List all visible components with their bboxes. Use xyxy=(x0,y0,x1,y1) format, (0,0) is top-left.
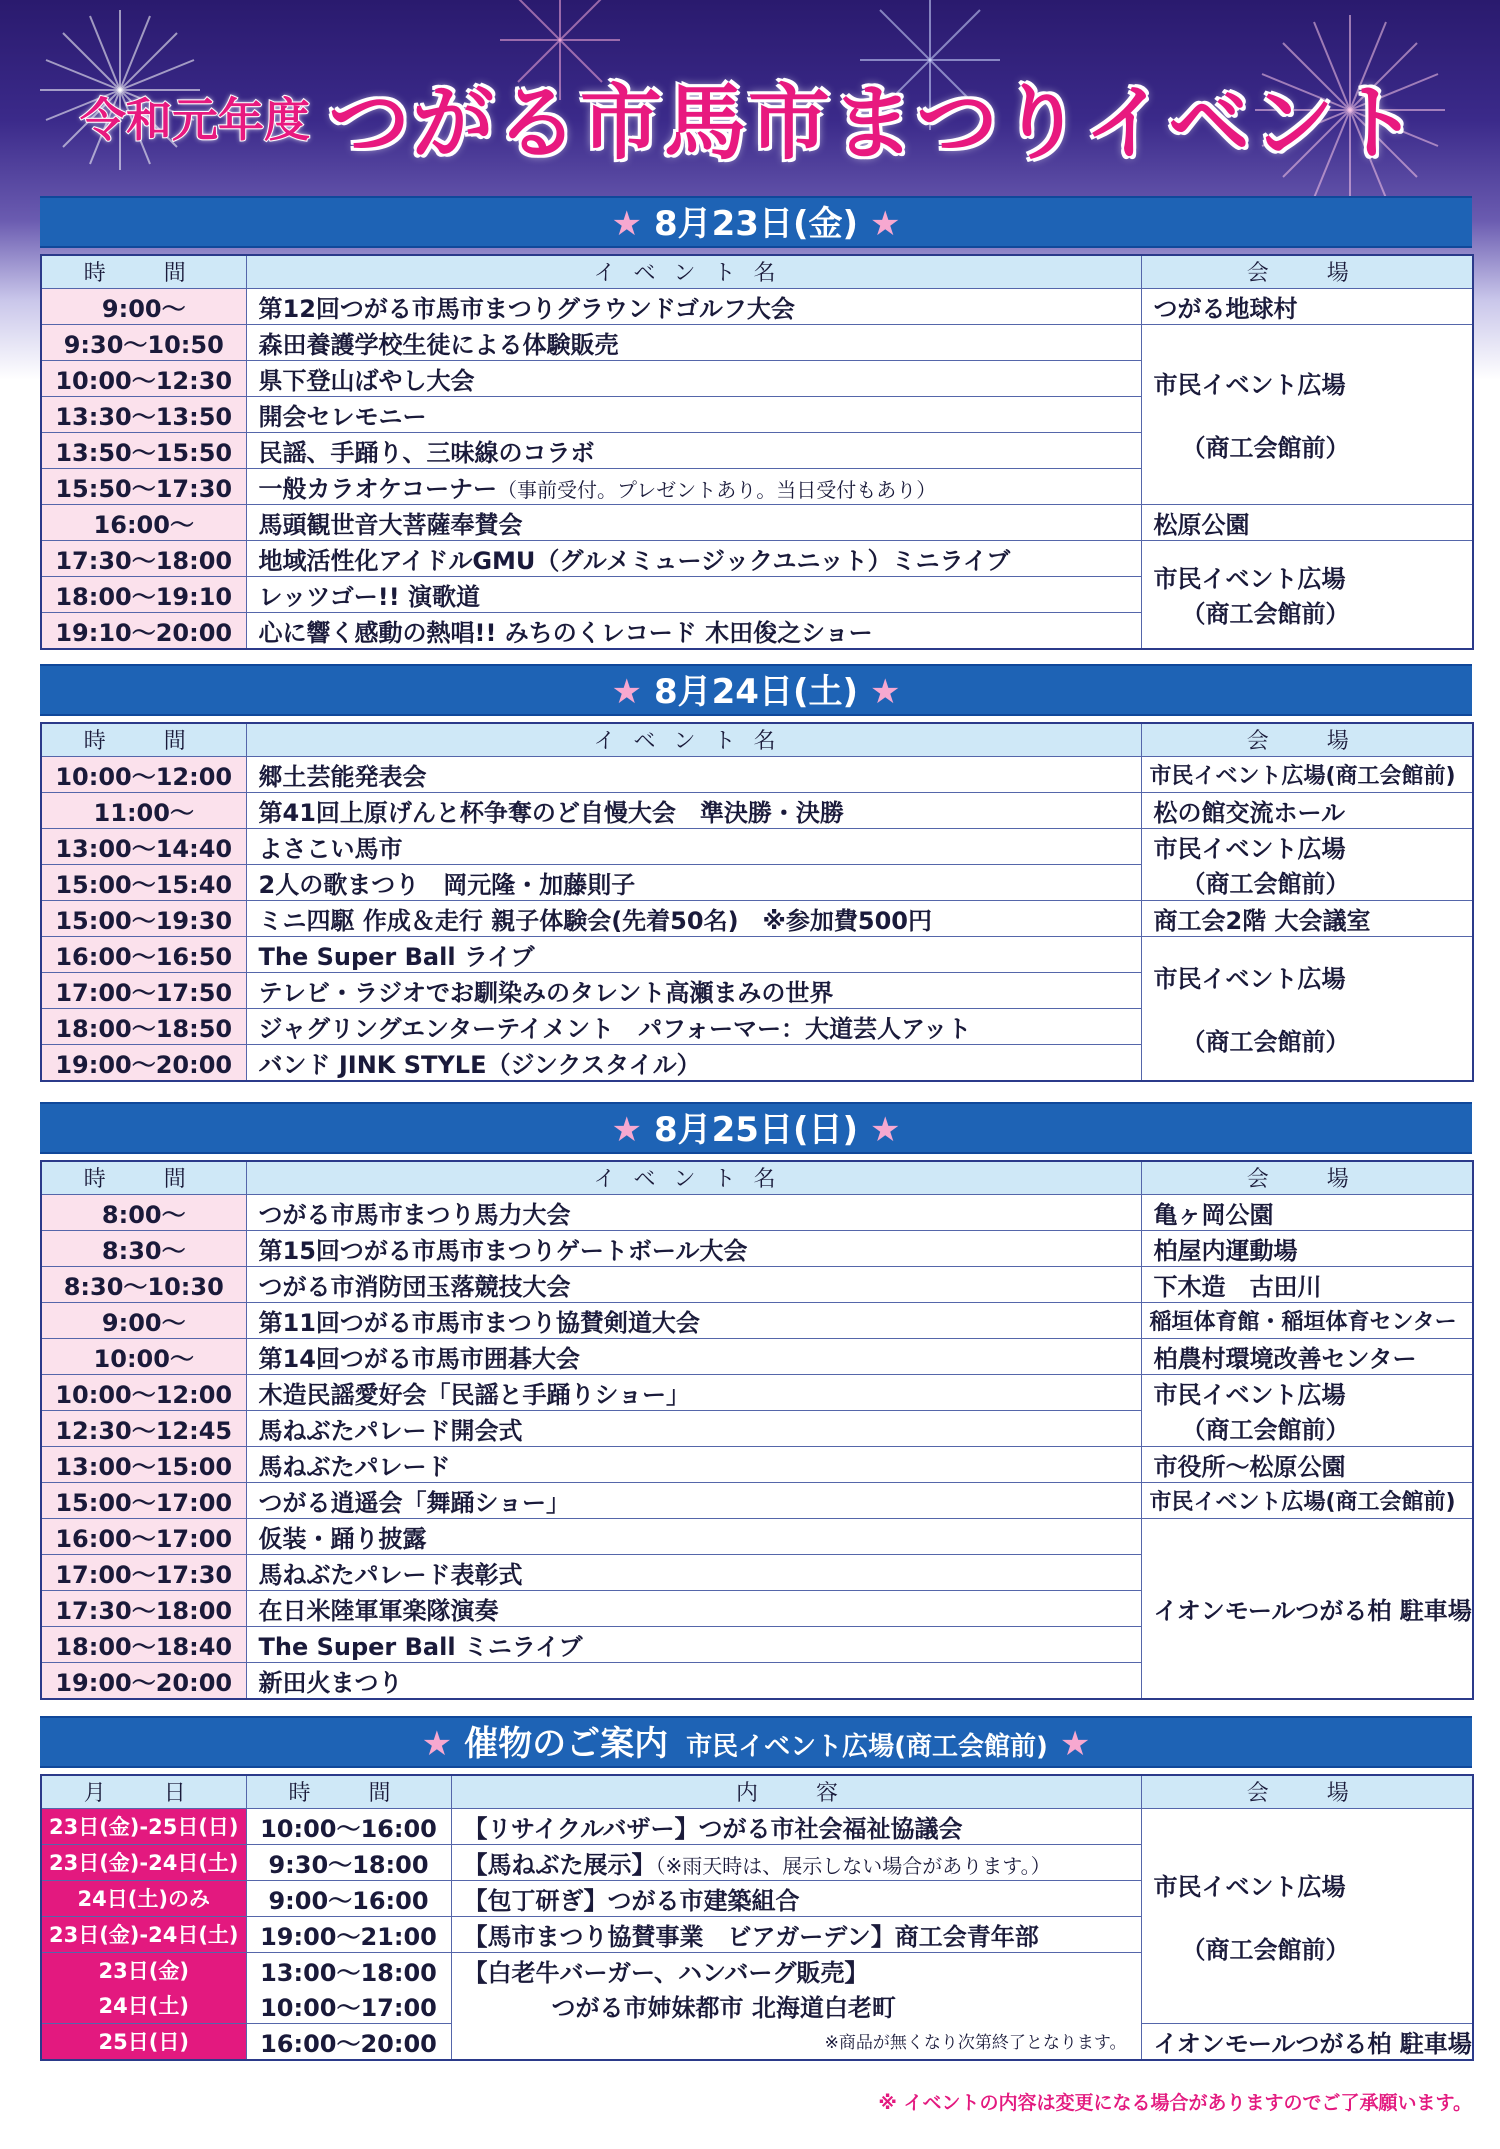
venue-line: 市民イベント広場 xyxy=(1153,565,1346,593)
venue-line: （商工会館前） xyxy=(1181,1935,1350,1964)
venue-cell: 市民イベント広場(商工会館前) xyxy=(1141,756,1473,792)
col-time: 時 間 xyxy=(41,723,246,756)
table-row xyxy=(41,1338,1473,1374)
venue-cell: 松の館交流ホール xyxy=(1141,792,1473,828)
time-cell: 16:00〜20:00 xyxy=(246,2023,451,2060)
time-cell: 17:00〜17:50 xyxy=(41,972,246,1008)
content-cell: 【リサイクルバザー】つがる市社会福祉協議会 xyxy=(451,1808,1141,1844)
event-cell: 第41回上原げんと杯争奪のど自慢大会 準決勝・決勝 xyxy=(246,792,1141,828)
event-cell: つがる市馬市まつり馬力大会 xyxy=(246,1194,1141,1230)
event-cell: 木造民謡愛好会「民謡と手踊りショー」 xyxy=(246,1374,1141,1410)
event-cell: 第15回つがる市馬市まつりゲートボール大会 xyxy=(246,1230,1141,1266)
venue-cell: 稲垣体育館・稲垣体育センター xyxy=(1141,1302,1473,1338)
day1-banner: ★ 8月23日(金) ★ xyxy=(40,196,1472,248)
event-cell: ミニ四駆 作成＆走行 親子体験会(先着50名) ※参加費500円 xyxy=(246,900,1141,936)
venue-cell xyxy=(1141,540,1473,649)
date-cell: 23日(金)-24日(土) xyxy=(41,1916,246,1952)
table-row xyxy=(41,1374,1473,1410)
exhibits-banner: ★ 催物のご案内 市民イベント広場(商工会館前) ★ xyxy=(40,1716,1472,1768)
time-cell: 18:00〜18:40 xyxy=(41,1626,246,1662)
date-cell: 25日(日) xyxy=(41,2023,246,2060)
time-cell: 17:30〜18:00 xyxy=(41,540,246,576)
date-cell: 23日(金)-25日(日) xyxy=(41,1808,246,1844)
venue-cell: 柏農村環境改善センター xyxy=(1141,1338,1473,1374)
footnote: ※ イベントの内容は変更になる場合がありますのでご了承願います。 xyxy=(878,2092,1472,2114)
time-cell: 15:00〜15:40 xyxy=(41,864,246,900)
time-cell: 9:30〜18:00 xyxy=(246,1844,451,1880)
time-cell: 8:30〜 xyxy=(41,1230,246,1266)
time-cell: 13:00〜15:00 xyxy=(41,1446,246,1482)
time-cell: 9:00〜 xyxy=(41,1302,246,1338)
venue-cell: 亀ヶ岡公園 xyxy=(1141,1194,1473,1230)
venue-cell: つがる地球村 xyxy=(1141,288,1473,324)
event-cell: 2人の歌まつり 岡元隆・加藤則子 xyxy=(246,864,1141,900)
event-cell: つがる逍遥会「舞踊ショー」 xyxy=(246,1482,1141,1518)
event-cell: 開会セレモニー xyxy=(246,396,1141,432)
time-cell: 12:30〜12:45 xyxy=(41,1410,246,1446)
table-row xyxy=(41,1194,1473,1230)
venue-cell: 市役所〜松原公園 xyxy=(1141,1446,1473,1482)
venue-line: 市民イベント広場 xyxy=(1153,371,1346,399)
content-text: 【馬ねぶた展示】 xyxy=(463,1850,656,1879)
content-note: （※雨天時は、展示しない場合があります。） xyxy=(655,1853,1051,1878)
event-cell: 馬ねぶたパレード xyxy=(246,1446,1141,1482)
time-cell: 19:10〜20:00 xyxy=(41,612,246,649)
event-cell: 森田養護学校生徒による体験販売 xyxy=(246,324,1141,360)
exhibits-banner-text: 催物のご案内 xyxy=(464,1724,669,1764)
time-cell: 19:00〜21:00 xyxy=(246,1916,451,1952)
day2-banner: ★ 8月24日(土) ★ xyxy=(40,664,1472,716)
date-cell: 24日(土) xyxy=(41,1988,246,2024)
venue-cell: 市民イベント広場(商工会館前) xyxy=(1141,1482,1473,1518)
event-cell: 仮装・踊り披露 xyxy=(246,1518,1141,1554)
page-title xyxy=(0,58,1500,175)
event-cell: The Super Ball ミニライブ xyxy=(246,1626,1141,1662)
content-text: つがる市姉妹都市 北海道白老町 xyxy=(551,1993,896,2022)
venue-line: （商工会館前） xyxy=(1181,1028,1350,1056)
event-cell: 在日米陸軍軍楽隊演奏 xyxy=(246,1590,1141,1626)
date-cell: 24日(土)のみ xyxy=(41,1880,246,1916)
day1-banner-text: 8月23日(金) xyxy=(653,204,859,244)
col-venue: 会 場 xyxy=(1141,1775,1473,1808)
table-row xyxy=(41,828,1473,864)
day1-section xyxy=(40,196,1472,650)
content-cell: 【包丁研ぎ】つがる市建築組合 xyxy=(451,1880,1141,1916)
venue-cell xyxy=(1141,1808,1473,2023)
col-event: イベント名 xyxy=(246,1161,1141,1194)
exhibits-table xyxy=(40,1774,1474,2061)
table-row xyxy=(41,1808,1473,1844)
day3-banner-text: 8月25日(日) xyxy=(653,1110,859,1150)
venue-cell: 下木造 古田川 xyxy=(1141,1266,1473,1302)
time-cell: 10:00〜12:30 xyxy=(41,360,246,396)
event-cell: つがる市消防団玉落競技大会 xyxy=(246,1266,1141,1302)
day2-table xyxy=(40,722,1474,1082)
venue-cell xyxy=(1141,936,1473,1081)
col-venue: 会 場 xyxy=(1141,255,1473,288)
col-event: イベント名 xyxy=(246,723,1141,756)
venue-cell: 松原公園 xyxy=(1141,504,1473,540)
venue-line: 市民イベント広場 xyxy=(1153,835,1346,863)
event-cell: ジャグリングエンターテイメント パフォーマー：大道芸人アット xyxy=(246,1008,1141,1044)
table-row xyxy=(41,1302,1473,1338)
title-main: つがる市馬市まつりイベント xyxy=(327,76,1420,171)
table-row xyxy=(41,288,1473,324)
table-row xyxy=(41,936,1473,972)
time-cell: 10:00〜16:00 xyxy=(246,1808,451,1844)
event-cell: 第12回つがる市馬市まつりグラウンドゴルフ大会 xyxy=(246,288,1141,324)
table-row xyxy=(41,1518,1473,1554)
venue-cell: 柏屋内運動場 xyxy=(1141,1230,1473,1266)
venue-cell xyxy=(1141,324,1473,504)
time-cell: 13:30〜13:50 xyxy=(41,396,246,432)
col-venue: 会 場 xyxy=(1141,723,1473,756)
event-cell: 民謡、手踊り、三味線のコラボ xyxy=(246,432,1141,468)
event-cell: 郷土芸能発表会 xyxy=(246,756,1141,792)
exhibits-banner-sub: 市民イベント広場(商工会館前) xyxy=(686,1732,1048,1762)
table-row xyxy=(41,1266,1473,1302)
venue-line: （商工会館前） xyxy=(1181,1416,1350,1444)
venue-cell: イオンモールつがる柏 駐車場 xyxy=(1141,2023,1473,2060)
venue-line: 市民イベント広場 xyxy=(1153,1872,1346,1901)
col-time: 時 間 xyxy=(41,255,246,288)
time-cell: 10:00〜12:00 xyxy=(41,756,246,792)
content-cell: 【馬市まつり協賛事業 ビアガーデン】商工会青年部 xyxy=(451,1916,1141,1952)
venue-line: （商工会館前） xyxy=(1181,870,1350,898)
time-cell: 17:30〜18:00 xyxy=(41,1590,246,1626)
table-row xyxy=(41,540,1473,576)
time-cell: 15:50〜17:30 xyxy=(41,468,246,504)
venue-cell xyxy=(1141,1374,1473,1446)
venue-cell: イオンモールつがる柏 駐車場 xyxy=(1141,1518,1473,1699)
col-event: イベント名 xyxy=(246,255,1141,288)
event-cell: よさこい馬市 xyxy=(246,828,1141,864)
date-cell: 23日(金)-24日(土) xyxy=(41,1844,246,1880)
event-cell: 馬頭観世音大菩薩奉賛会 xyxy=(246,504,1141,540)
time-cell: 10:00〜 xyxy=(41,1338,246,1374)
time-cell: 13:00〜14:40 xyxy=(41,828,246,864)
event-cell: バンド JINK STYLE（ジンクスタイル） xyxy=(246,1044,1141,1081)
event-cell: テレビ・ラジオでお馴染みのタレント高瀬まみの世界 xyxy=(246,972,1141,1008)
time-cell: 9:00〜16:00 xyxy=(246,1880,451,1916)
time-cell: 15:00〜17:00 xyxy=(41,1482,246,1518)
event-cell: 地域活性化アイドルGMU（グルメミュージックユニット）ミニライブ xyxy=(246,540,1141,576)
time-cell: 19:00〜20:00 xyxy=(41,1044,246,1081)
event-cell xyxy=(246,468,1141,504)
venue-line: （商工会館前） xyxy=(1181,434,1350,462)
day3-table xyxy=(40,1160,1474,1700)
content-cell xyxy=(451,1988,1141,2024)
table-row xyxy=(41,756,1473,792)
event-text: 一般カラオケコーナー xyxy=(258,474,498,503)
time-cell: 11:00〜 xyxy=(41,792,246,828)
title-year: 令和元年度 xyxy=(79,92,310,147)
time-cell: 17:00〜17:30 xyxy=(41,1554,246,1590)
col-venue: 会 場 xyxy=(1141,1161,1473,1194)
event-cell: 馬ねぶたパレード開会式 xyxy=(246,1410,1141,1446)
exhibits-section xyxy=(40,1716,1472,2061)
table-row xyxy=(41,504,1473,540)
day3-section xyxy=(40,1102,1472,1700)
time-cell: 15:00〜19:30 xyxy=(41,900,246,936)
time-cell: 10:00〜17:00 xyxy=(246,1988,451,2024)
content-cell: 【白老牛バーガー、ハンバーグ販売】 xyxy=(451,1952,1141,1988)
time-cell: 16:00〜 xyxy=(41,504,246,540)
event-cell: The Super Ball ライブ xyxy=(246,936,1141,972)
table-row xyxy=(41,1482,1473,1518)
venue-line: （商工会館前） xyxy=(1181,600,1350,628)
col-date: 月 日 xyxy=(41,1775,246,1808)
time-cell: 10:00〜12:00 xyxy=(41,1374,246,1410)
day2-section xyxy=(40,664,1472,1082)
time-cell: 16:00〜16:50 xyxy=(41,936,246,972)
time-cell: 9:00〜 xyxy=(41,288,246,324)
time-cell: 8:30〜10:30 xyxy=(41,1266,246,1302)
event-cell: 県下登山ばやし大会 xyxy=(246,360,1141,396)
event-cell: 心に響く感動の熱唱!! みちのくレコード 木田俊之ショー xyxy=(246,612,1141,649)
content-cell xyxy=(451,1844,1141,1880)
event-cell: 第11回つがる市馬市まつり協賛剣道大会 xyxy=(246,1302,1141,1338)
event-cell: レッツゴー!! 演歌道 xyxy=(246,576,1141,612)
venue-line: 市民イベント広場 xyxy=(1153,1381,1346,1409)
col-time: 時 間 xyxy=(41,1161,246,1194)
venue-cell: 商工会2階 大会議室 xyxy=(1141,900,1473,936)
venue-line: 市民イベント広場 xyxy=(1153,965,1346,993)
time-cell: 18:00〜18:50 xyxy=(41,1008,246,1044)
time-cell: 18:00〜19:10 xyxy=(41,576,246,612)
day3-banner: ★ 8月25日(日) ★ xyxy=(40,1102,1472,1154)
day1-table xyxy=(40,254,1474,650)
day2-banner-text: 8月24日(土) xyxy=(653,672,859,712)
content-note: ※商品が無くなり次第終了となります。 xyxy=(824,2033,1127,2054)
date-cell: 23日(金) xyxy=(41,1952,246,1988)
content-cell xyxy=(451,2023,1141,2060)
time-cell: 13:00〜18:00 xyxy=(246,1952,451,1988)
table-row xyxy=(41,1446,1473,1482)
table-row xyxy=(41,792,1473,828)
col-time: 時 間 xyxy=(246,1775,451,1808)
col-content: 内 容 xyxy=(451,1775,1141,1808)
venue-cell xyxy=(1141,828,1473,900)
time-cell: 13:50〜15:50 xyxy=(41,432,246,468)
time-cell: 19:00〜20:00 xyxy=(41,1662,246,1699)
time-cell: 8:00〜 xyxy=(41,1194,246,1230)
table-row xyxy=(41,2023,1473,2060)
table-row xyxy=(41,324,1473,360)
time-cell: 16:00〜17:00 xyxy=(41,1518,246,1554)
event-cell: 馬ねぶたパレード表彰式 xyxy=(246,1554,1141,1590)
table-row xyxy=(41,900,1473,936)
event-note: （事前受付。プレゼントあり。当日受付もあり） xyxy=(497,477,937,502)
event-cell: 第14回つがる市馬市囲碁大会 xyxy=(246,1338,1141,1374)
table-row xyxy=(41,1230,1473,1266)
time-cell: 9:30〜10:50 xyxy=(41,324,246,360)
event-cell: 新田火まつり xyxy=(246,1662,1141,1699)
